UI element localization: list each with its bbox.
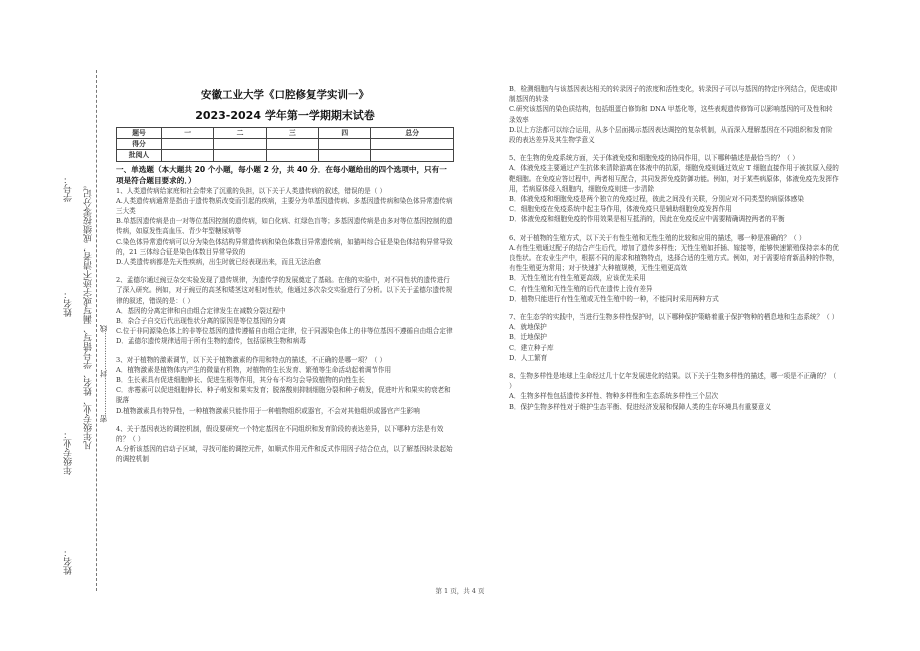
option-b: B．无性生殖比有性生殖更高级，应该优先采用 bbox=[509, 274, 646, 283]
score-cell[interactable] bbox=[266, 139, 318, 150]
option-c: C．有性生殖和无性生殖的后代在遗传上没有差异 bbox=[509, 284, 653, 293]
question-2 bbox=[116, 275, 454, 346]
option-d: D.人类遗传病都是先天性疾病，出生时就已经表现出来，而且无法治愈 bbox=[116, 258, 321, 267]
question-4-continued bbox=[509, 84, 839, 145]
question-6 bbox=[509, 233, 839, 304]
option-a: A．就地保护 bbox=[509, 323, 547, 332]
binding-line bbox=[96, 70, 97, 591]
binding-instruction: 凡年级专业、姓名、学号错写、漏写或字迹不清者，成绩按零分记。 bbox=[84, 180, 94, 450]
question-1 bbox=[116, 186, 454, 268]
option-a: A.分析该基因的启动子区域，寻找可能的调控元件，如顺式作用元件和反式作用因子结合位点，以了解基因转录起始的调控机制 bbox=[116, 445, 453, 464]
option-d: D．孟德尔遗传规律适用于所有生物的遗传，包括原核生物和病毒 bbox=[116, 337, 306, 346]
question-stem: 8、生物多样性是地球上生命经过几十亿年发展进化的结果。以下关于生物多样性的描述，哪一项是不正确的？（ ） bbox=[509, 372, 837, 391]
question-5 bbox=[509, 153, 839, 224]
option-a: A．生物多样性包括遗传多样性、物种多样性和生态系统多样性三个层次 bbox=[509, 392, 719, 401]
option-b: B．保护生物多样性对于维护生态平衡、促进经济发展和保障人类的生存环境具有重要意义 bbox=[509, 402, 771, 411]
score-col-label: 题号 bbox=[117, 128, 162, 139]
score-cell[interactable] bbox=[319, 139, 371, 150]
option-a: A．体液免疫主要通过产生抗体来清除游离在体液中的抗原，细胞免疫则通过效应 T 细胞直接作用于被抗原入侵的靶细胞。在免疫应答过程中，两者相互配合，共同发挥免疫防御功能。例如，对于某些病原体，体液免疫先发挥作用，若病原体侵入细胞内，细胞免疫则进一步清除 bbox=[509, 164, 839, 193]
binding-student-id-label: 学号： bbox=[64, 175, 74, 202]
option-c: C.染色体异常遗传病可以分为染色体结构异常遗传病和染色体数目异常遗传病，如猫叫综合征是染色体结构异常导致的，21 三体综合征是染色体数目异常导致的 bbox=[116, 237, 453, 256]
option-d: D．体液免疫和细胞免疫的作用效果是相互抵消的，因此在免疫反应中需要精确调控两者的平衡 bbox=[509, 215, 785, 224]
binding-school-label: 姓名： bbox=[64, 548, 74, 575]
option-b: B．体液免疫和细胞免疫是两个独立的免疫过程，彼此之间没有关联，分别应对不同类型的病原体感染 bbox=[509, 195, 804, 204]
option-d: D．植物只能进行有性生殖或无性生殖中的一种，不能同时采用两种方式 bbox=[509, 294, 719, 303]
question-3 bbox=[116, 355, 454, 416]
grader-row-label: 批阅人 bbox=[117, 150, 162, 161]
left-column bbox=[116, 88, 454, 465]
question-stem: 1、人类遗传病给家庭和社会带来了沉重的负担，以下关于人类遗传病的叙述，错误的是（ ） bbox=[116, 186, 387, 195]
page-footer: 第 1 页，共 4 页 bbox=[435, 587, 485, 595]
option-d: D．人工繁育 bbox=[509, 353, 548, 362]
option-c: C.位于非同源染色体上的非等位基因的遗传遵循自由组合定律，位于同源染色体上的非等位基因不遵循自由组合定律 bbox=[116, 327, 453, 336]
binding-grade-major-label: 年级专业： bbox=[64, 430, 74, 475]
grader-cell[interactable] bbox=[214, 150, 266, 161]
score-col-1: 一 bbox=[162, 128, 214, 139]
option-d: D.植物激素具有特异性，一种植物激素只能作用于一种植物组织或器官，不会对其他组织或器官产生影响 bbox=[116, 406, 420, 415]
score-table-header-row bbox=[117, 128, 454, 139]
option-a: A.有性生殖通过配子的结合产生后代，增加了遗传多样性；无性生殖如扦插、嫁接等，能够快速繁殖保持亲本的优良性状。在农业生产中，根据不同的需求和植物特点，选择合适的生殖方式。例如，对于需要培育新品种的作物，有性生殖更为常用；对于快速扩大种植规模，无性生殖更高效 bbox=[509, 243, 839, 273]
option-b: B．迁地保护 bbox=[509, 333, 547, 342]
option-b: B．检测细胞内与该基因表达相关的转录因子的浓度和活性变化，转录因子可以与基因的特定序列结合，促进或抑制基因的转录 bbox=[509, 85, 837, 104]
score-col-total: 总分 bbox=[371, 128, 454, 139]
option-a: A.人类遗传病通常是指由于遗传物质改变而引起的疾病，主要分为单基因遗传病、多基因遗传病和染色体异常遗传病三大类 bbox=[116, 196, 453, 216]
question-stem: 6、对于植物的生殖方式，以下关于有性生殖和无性生殖的比较和应用的描述，哪一种是准确的？（ ） bbox=[509, 233, 806, 242]
question-stem: 4、关于基因表达的调控机制，假设要研究一个特定基因在不同组织和发育阶段的表达差异，以下哪种方法是有效的？（ ） bbox=[116, 424, 444, 444]
option-b: B.单基因遗传病是由一对等位基因控制的遗传病，如白化病、红绿色盲等；多基因遗传病是由多对等位基因控制的遗传病，如原发性高血压、青少年型糖尿病等 bbox=[116, 217, 453, 236]
grader-row bbox=[117, 150, 454, 161]
grader-cell[interactable] bbox=[162, 150, 214, 161]
option-c: C．建立种子库 bbox=[509, 343, 554, 352]
exam-subtitle: 2023-2024 学年第一学期期末试卷 bbox=[195, 109, 375, 122]
option-d: D.以上方法都可以综合运用，从多个层面揭示基因表达调控的复杂机制，从而深入理解基因在不同组织和发育阶段的表达差异及其生物学意义 bbox=[509, 125, 833, 145]
question-stem: 2、孟德尔通过豌豆杂交实验发现了遗传规律，为遗传学的发展奠定了基础。在他的实验中，对不同性状的遗传进行了深入研究。例如，对于豌豆的高茎和矮茎这对相对性状，他通过多次杂交实验进行了分析。以下关于孟德尔遗传规律的叙述，错误的是：（ ） bbox=[116, 276, 453, 305]
score-col-2: 二 bbox=[214, 128, 266, 139]
grader-cell[interactable] bbox=[371, 150, 454, 161]
score-row-label: 得分 bbox=[117, 139, 162, 150]
question-8 bbox=[509, 371, 839, 412]
question-4 bbox=[116, 424, 454, 465]
option-c: C．细胞免疫在免疫系统中起主导作用，体液免疫只是辅助细胞免疫发挥作用 bbox=[509, 205, 732, 214]
grader-cell[interactable] bbox=[319, 150, 371, 161]
score-table bbox=[116, 127, 454, 162]
section-heading: 一、单选题（本大题共 20 个小题，每小题 2 分，共 40 分．在每小题给出的四个选项中，只有一项是符合题目要求的．） bbox=[116, 164, 447, 185]
score-col-3: 三 bbox=[266, 128, 318, 139]
binding-name-label: 姓名： bbox=[64, 290, 74, 317]
score-row bbox=[117, 139, 454, 150]
option-c: C．赤霉素可以促进细胞伸长、种子萌发和果实发育；脱落酸则抑制细胞分裂和种子萌发，促进叶片和果实的衰老和脱落 bbox=[116, 386, 451, 405]
option-a: A．植物激素是植物体内产生的微量有机物，对植物的生长发育、繁殖等生命活动起着调节作用 bbox=[116, 365, 392, 374]
option-b: B．杂合子自交后代出现性状分离的原因是等位基因的分离 bbox=[116, 317, 286, 326]
option-a: A．基因的分离定律和自由组合定律发生在减数分裂过程中 bbox=[116, 306, 286, 315]
question-stem: 5、在生物的免疫系统方面，关于体液免疫和细胞免疫的协同作用，以下哪种描述是最恰当的？（ ） bbox=[509, 154, 799, 163]
right-column bbox=[509, 84, 839, 412]
score-cell[interactable] bbox=[162, 139, 214, 150]
grader-cell[interactable] bbox=[266, 150, 318, 161]
option-b: B．生长素具有促进细胞伸长、促进生根等作用，其分布不均匀会导致植物的向性生长 bbox=[116, 376, 365, 385]
exam-title: 安徽工业大学《口腔修复学实训一》 bbox=[201, 89, 369, 101]
score-cell[interactable] bbox=[371, 139, 454, 150]
question-stem: 7、在生态学的实践中，当进行生物多样性保护时，以下哪种保护策略着重于保护物种的栖息地和生态系统？（ ） bbox=[509, 313, 839, 322]
question-7 bbox=[509, 312, 839, 363]
score-col-4: 四 bbox=[319, 128, 371, 139]
binding-seal: 密……………封……………线 bbox=[99, 325, 108, 423]
score-cell[interactable] bbox=[214, 139, 266, 150]
option-c: C.研究该基因的染色质结构，包括组蛋白修饰和 DNA 甲基化等，这些表观遗传修饰可以影响基因的可及性和转录效率 bbox=[509, 105, 833, 124]
question-stem: 3、对于植物的激素调节，以下关于植物激素的作用和特点的描述，不正确的是哪一项？（ ） bbox=[116, 355, 387, 364]
